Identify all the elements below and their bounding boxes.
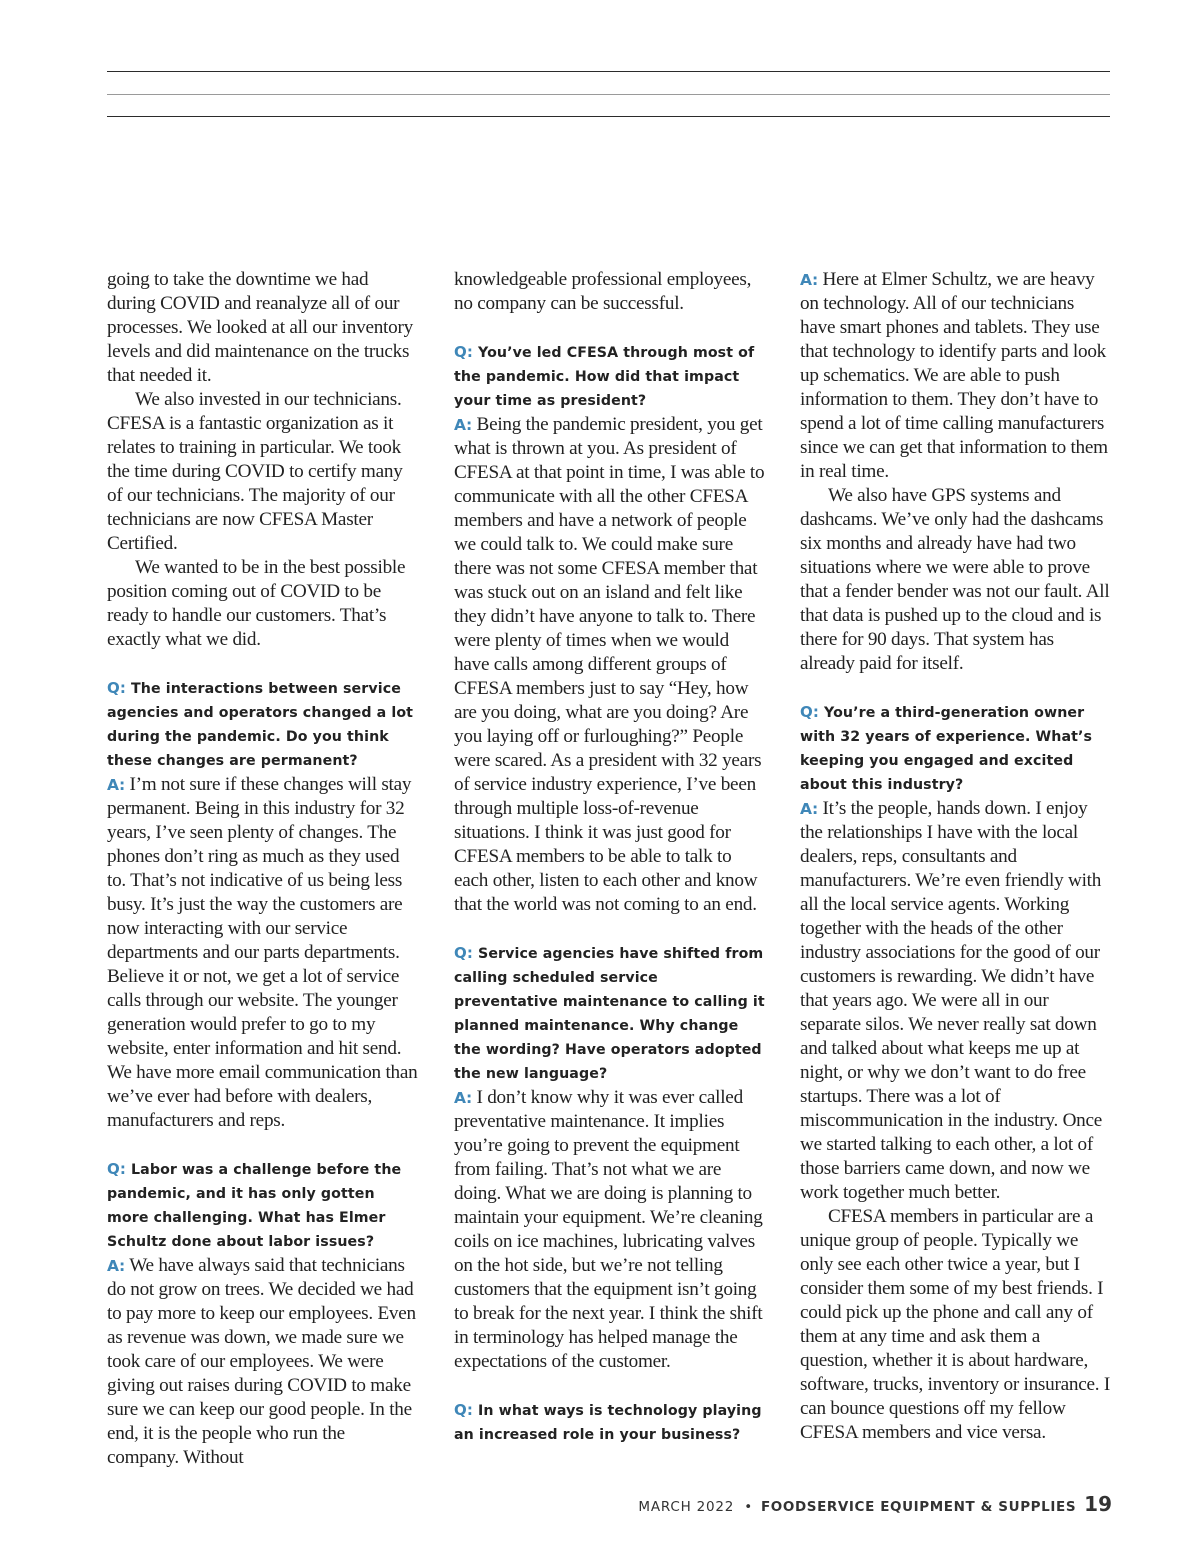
paragraph: going to take the downtime we had during COVID and reanalyze all of our processes. We looked at all our inventory levels and did maintenance on the trucks that needed it. — [107, 269, 413, 386]
paragraph: knowledgeable professional employees, no company can be successful. — [454, 269, 752, 314]
question — [454, 1398, 766, 1447]
article-column-3 — [800, 268, 1112, 1445]
paragraph: We also have GPS systems and dashcams. We’ve only had the dashcams six months and already have had two situations where we were able to prove that a fender bender was not our fault. All that data is pushed up to the cloud and is there for 90 days. That system has already paid for itself. — [800, 485, 1110, 674]
question-text: Service agencies have shifted from calling scheduled service preventative maintenance to calling it planned maintenance. Why change the wording? Have operators adopted the new language? — [454, 946, 765, 1082]
answer-label: A: — [800, 271, 818, 289]
question — [107, 676, 419, 773]
question — [800, 700, 1112, 797]
question-text: You’re a third-generation owner with 32 years of experience. What’s keeping you engaged and excited about this industry? — [800, 705, 1093, 793]
answer-text: Being the pandemic president, you get what is thrown at you. As president of CFESA at that point in time, I was able to communicate with all the other CFESA members and have a network of people we could talk to. We could make sure there was not some CFESA member that was stuck out on an island and felt like they didn’t have anyone to talk to. There were plenty of times when we would have calls among different groups of CFESA members just to say “Hey, how are you doing, what are you doing? Are you laying off or furloughing?” People were scared. As a president with 32 years of service industry experience, I’ve been through multiple loss-of-revenue situations. I think it was just good for CFESA members to be able to talk to each other, listen to each other and know that the world was not coming to an end. — [454, 414, 765, 915]
answer-label: A: — [107, 1257, 125, 1275]
answer-label: A: — [454, 416, 472, 434]
answer-text: I’m not sure if these changes will stay permanent. Being in this industry for 32 years, I’ve seen plenty of changes. The phones don’t ring as much as they used to. That’s not indicative of us being less busy. It’s just the way the customers are now interacting with our service departments and our parts departments. Believe it or not, we get a lot of service calls through our website. The younger generation would prefer to go to my website, enter information and hit send. We have more email communication than we’ve ever had before with dealers, manufacturers and reps. — [107, 774, 418, 1131]
paragraph: CFESA members in particular are a unique group of people. Typically we only see each other twice a year, but I consider them some of my best friends. I could pick up the phone and call any of them at any time and ask them a question, whether it is about hardware, software, trucks, inventory or insurance. I can bounce questions off my fellow CFESA members and vice versa. — [800, 1206, 1111, 1443]
question-label: Q: — [800, 703, 819, 721]
article-column-2 — [454, 268, 766, 1447]
answer-text: I don’t know why it was ever called preventative maintenance. It implies you’re going to prevent the equipment from failing. That’s not what we are doing. What we are doing is planning to maintain your equipment. We’re cleaning coils on ice machines, lubricating valves on the hot side, but we’re not telling customers that the equipment isn’t going to break for the next year. I think the shift in terminology has helped manage the expectations of the customer. — [454, 1087, 763, 1372]
question — [454, 340, 766, 413]
issue-date: MARCH 2022 — [638, 1499, 735, 1515]
page-footer — [638, 1492, 1112, 1516]
answer-text: We have always said that technicians do not grow on trees. We decided we had to pay more to keep our employees. Even as revenue was down, we made sure we took care of our employees. We were giving out raises during COVID to make sure we can keep our good people. In the end, it is the people who run the company. Without — [107, 1255, 416, 1468]
answer — [454, 1086, 766, 1374]
header-rule-top — [107, 71, 1110, 72]
question-text: The interactions between service agencies and operators changed a lot during the pandemic. Do you think these changes are permanent? — [107, 681, 414, 769]
answer-text: Here at Elmer Schultz, we are heavy on technology. All of our technicians have smart phones and tablets. They use that technology to identify parts and look up schematics. We are able to push information to them. They don’t have to spend a lot of time calling manufacturers since we can get that information to them in real time. — [800, 269, 1108, 482]
question-text: In what ways is technology playing an increased role in your business? — [454, 1403, 762, 1443]
question-label: Q: — [454, 944, 473, 962]
answer — [800, 797, 1112, 1205]
footer-separator: • — [744, 1499, 753, 1515]
paragraph: We also invested in our technicians. CFESA is a fantastic organization as it relates to training in particular. We took the time during COVID to certify many of our technicians. The majority of our technicians are now CFESA Master Certified. — [107, 389, 403, 554]
question-text: Labor was a challenge before the pandemic, and it has only gotten more challenging. What has Elmer Schultz done about labor issues? — [107, 1162, 402, 1250]
answer-label: A: — [107, 776, 125, 794]
publication-name: FOODSERVICE EQUIPMENT & SUPPLIES — [760, 1499, 1077, 1515]
question-label: Q: — [454, 343, 473, 361]
article-column-1 — [107, 268, 419, 1470]
question — [107, 1157, 419, 1254]
paragraph: We wanted to be in the best possible position coming out of COVID to be ready to handle our customers. That’s exactly what we did. — [107, 557, 406, 650]
header-rule-middle — [107, 94, 1110, 95]
question-label: Q: — [454, 1401, 473, 1419]
answer — [800, 268, 1112, 484]
page-number: 19 — [1084, 1492, 1112, 1516]
answer-text: It’s the people, hands down. I enjoy the relationships I have with the local dealers, reps, consultants and manufacturers. We’re even friendly with all the local service agents. Working together with the heads of the other industry associations for the good of our customers is rewarding. We didn’t have that years ago. We were all in our separate silos. We never really sat down and talked about what keeps me up at night, or why we don’t want to do free startups. There was a lot of miscommunication in the industry. Once we started talking to each other, a lot of those barriers came down, and now we work together much better. — [800, 798, 1103, 1203]
header-rule-bottom — [107, 116, 1110, 117]
answer-label: A: — [454, 1089, 472, 1107]
question — [454, 941, 766, 1086]
question-text: You’ve led CFESA through most of the pandemic. How did that impact your time as president? — [454, 345, 755, 409]
answer-label: A: — [800, 800, 818, 818]
answer — [107, 1254, 419, 1470]
answer — [454, 413, 766, 917]
question-label: Q: — [107, 1160, 126, 1178]
question-label: Q: — [107, 679, 126, 697]
answer — [107, 773, 419, 1133]
